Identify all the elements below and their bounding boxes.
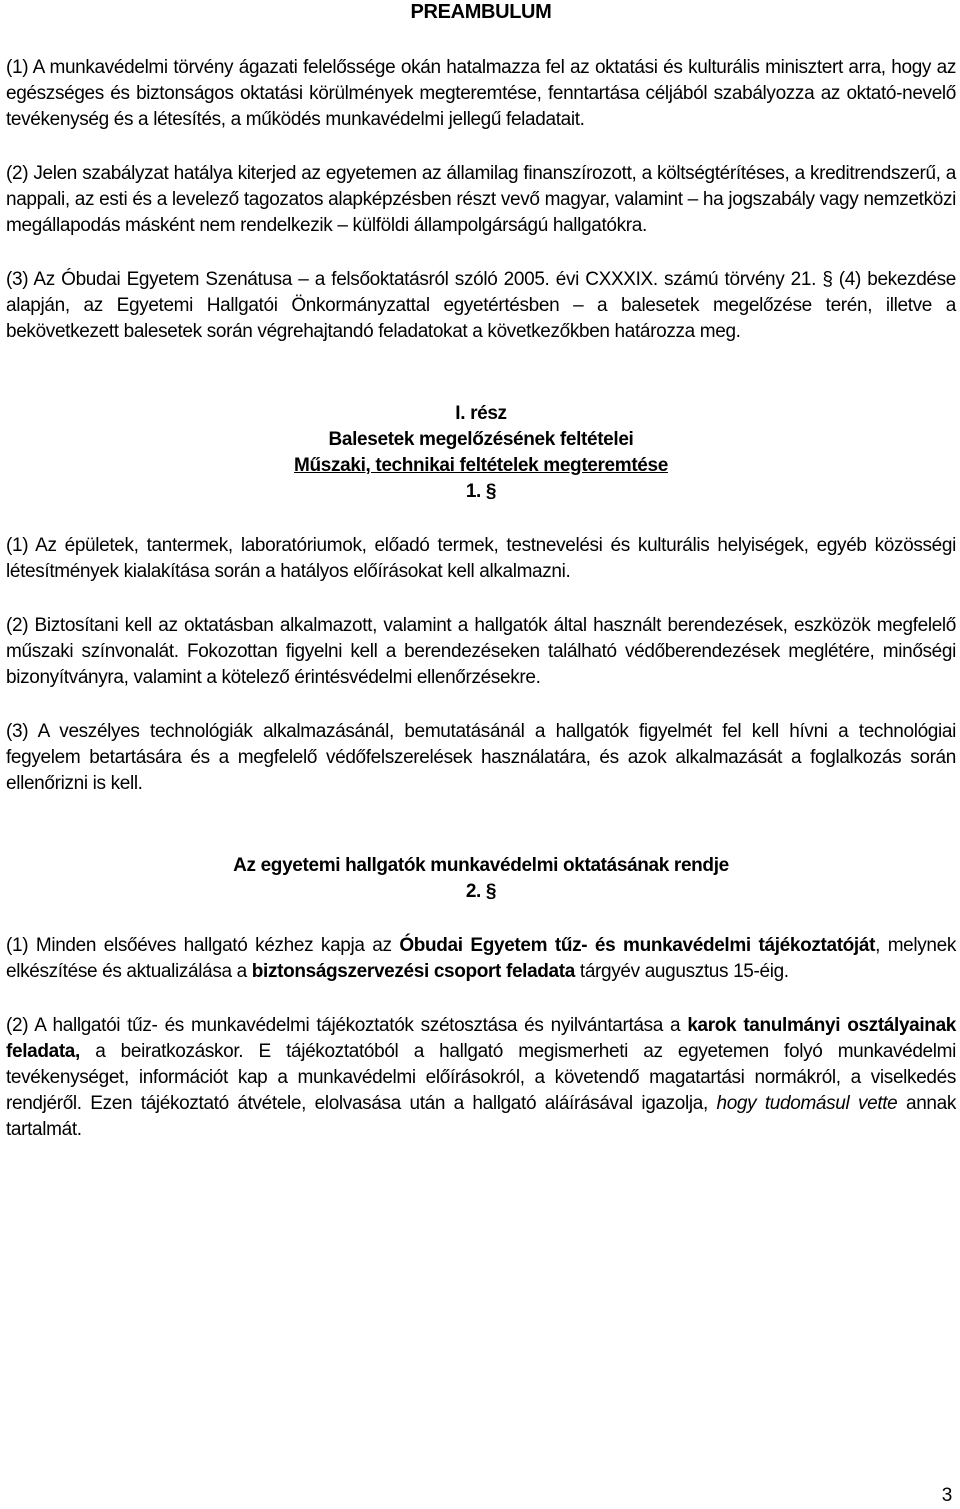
p1-text-a: (1) Minden elsőéves hallgató kézhez kapja az xyxy=(6,935,400,956)
section-2-heading: 2. § xyxy=(465,881,497,902)
section-1-paragraph-3: (3) A veszélyes technológiák alkalmazásánál, bemutatásánál a hallgatók figyelmét fel kell hívni a technológiai fegyelem betartására és a megfelelő védőfelszerelések használatára, és azok alkalmazását a foglalkozás során ellenőrizni is kell. xyxy=(6,721,956,794)
part1-subtitle: Műszaki, technikai feltételek megteremtése xyxy=(294,455,668,476)
p1-text-e: tárgyév augusztus 15-éig. xyxy=(574,961,789,982)
section-1-heading: 1. § xyxy=(465,481,497,502)
p2-italic-ack: hogy tudomásul vette xyxy=(716,1093,898,1114)
preamble-paragraph-3: (3) Az Óbudai Egyetem Szenátusa – a felsőoktatásról szóló 2005. évi CXXXIX. számú törvény 21. § (4) bekezdése alapján, az Egyetemi Hallgatói Önkormányzattal egyetértésben – a balesetek megelőzése terén, illetve a bekövetkezett balesetek során végrehajtandó feladatokat a következőkben határozza meg. xyxy=(6,269,956,342)
preamble-paragraph-2: (2) Jelen szabályzat hatálya kiterjed az egyetemen az államilag finanszírozott, a költségtérítéses, a kreditrendszerű, a nappali, az esti és a levelező tagozatos alapképzésben részt vevő magyar, valamint – ha jogszabály vagy nemzetközi megállapodás másként nem rendelkezik – külföldi állampolgárságú hallgatókra. xyxy=(6,163,956,236)
preamble-title: PREAMBULUM xyxy=(410,1,552,23)
p2-text-c: a beiratkozáskor. E tájékoztatóból a hallgató megismerheti az egyetemen folyó munkavédelmi tevékenységet, információt kap a munkavédelmi előírásokról, a követendő magatartási normákról, a viselkedés rendjéről. Ezen tájékoztató átvétele, elolvasása után a hallgató aláírásával igazolja, xyxy=(6,1041,956,1114)
page-number: 3 xyxy=(941,1485,952,1506)
p2-bold-faculties: karok tanulmányi osztályainak feladata, xyxy=(6,1015,956,1062)
p1-bold-brochure: Óbudai Egyetem tűz- és munkavédelmi tájékoztatóját xyxy=(399,935,876,956)
part1-label: I. rész xyxy=(455,403,507,424)
p2-text-a: (2) A hallgatói tűz- és munkavédelmi tájékoztatók szétosztása és nyilvántartása a xyxy=(6,1015,688,1036)
p2-text-e: annak tartalmát. xyxy=(6,1093,956,1140)
p1-bold-group: biztonságszervezési csoport feladata xyxy=(251,961,575,982)
section-1-paragraph-2: (2) Biztosítani kell az oktatásban alkalmazott, valamint a hallgatók által használt berendezések, eszközök megfelelő műszaki színvonalát. Fokozottan figyelni kell a berendezéseken található védőberendezések meglétére, minőségi bizonyítványra, valamint a kötelező érintésvédelmi ellenőrzésekre. xyxy=(6,615,956,688)
p1-text-c: , melynek elkészítése és aktualizálása a xyxy=(6,935,956,982)
part2-title: Az egyetemi hallgatók munkavédelmi oktatásának rendje xyxy=(233,855,729,876)
part1-title: Balesetek megelőzésének feltételei xyxy=(328,429,634,450)
section-1-paragraph-1: (1) Az épületek, tantermek, laboratóriumok, előadó termek, testnevelési és kulturális helyiségek, egyéb közösségi létesítmények kialakítása során a hatályos előírásokat kell alkalmazni. xyxy=(6,535,956,582)
preamble-paragraph-1: (1) A munkavédelmi törvény ágazati felelőssége okán hatalmazza fel az oktatási és kulturális minisztert arra, hogy az egészséges és biztonságos oktatási körülmények megteremtése, fenntartása céljából szabályozza az oktató-nevelő tevékenység és a létesítés, a működés munkavédelmi jellegű feladatait. xyxy=(6,57,956,130)
section-2-paragraph-1 xyxy=(6,933,956,985)
section-2-paragraph-2 xyxy=(6,1013,956,1143)
